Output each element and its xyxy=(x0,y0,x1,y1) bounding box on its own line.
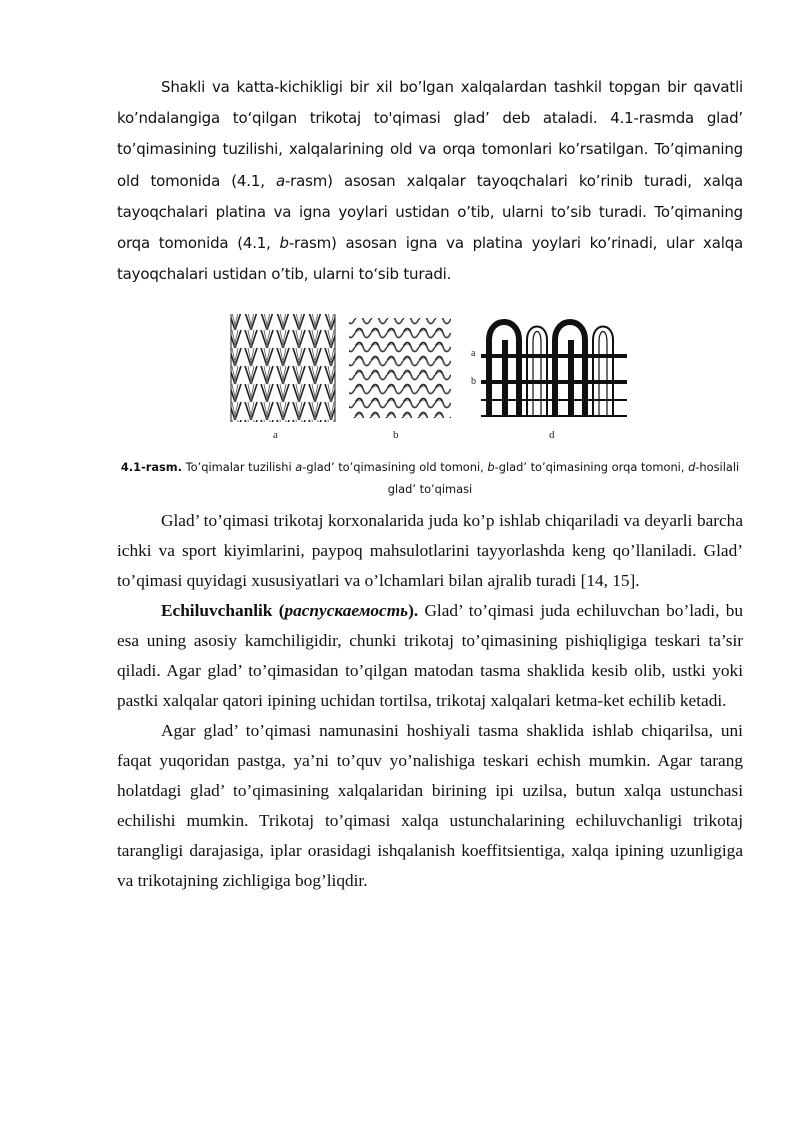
term-russian: распускаемость xyxy=(284,601,409,621)
face-side-structure xyxy=(231,314,335,422)
paragraph-unravelling-direction: Agar glad’ to’qimasi namunasini hoshiyali tasma shaklida ishlab chiqarilsa, uni faqat yuqoridan pastga, ya’ni to’quv yo’nalishiga teskari echish mumkin. Agar tarang holatdagi glad’ to’qimasining xalqalaridan birining ipi uzilsa, butun xalqa ustunchasi echilishi mumkin. Trikotaj to’qimasi xalqa ustunchalarining echiluvchanligi trikotaj tarangligi darajasiga, iplar orasidagi ishqalanish koeffitsientiga, xalqa ipining uzunligiga va trikotajning zichligiga bog’liqdir. xyxy=(117,721,743,891)
paragraph-unravelling: Echiluvchanlik (распускаемость). Glad’ to’qimasi juda echiluvchan bo’ladi, bu esa uning asosiy kamchiligidir, chunki trikotaj to’qimasining pishiqligiga teskari ta’sir qiladi. Agar glad’ to’qimasidan to’qilgan matodan tasma shaklida kesib olib, ustki yoki pastki xalqalar qatori ipining uchidan tortilsa, trikotaj xalqalari ketma-ket echilib ketadi. xyxy=(117,601,743,711)
term-echiluvchanlik: Echiluvchanlik xyxy=(161,601,273,621)
figure-label-b: b xyxy=(393,429,399,442)
paragraph-intro: Shakli va katta-kichikligi bir xil bo’lgan xalqalardan tashkil topgan bir qavatli ko’ndalangiga to‘qilgan trikotaj to'qimasi glad’ deb ataladi. 4.1-rasmda glad’ to’qimasining tuzilishi, xalqalarining old va orqa tomonlari ko’rsatilgan. To’qimaning old tomonida (4.1, a-rasm) asosan xalqalar tayoqchalari ko’rinib turadi, xalqa tayoqchalari platina va igna yoylari ustidan o’tib, ularni to’sib turadi. To’qimaning orqa tomonida (4.1, b-rasm) asosan igna va platina yoylari ko’rinadi, ular xalqa tayoqchalari ustidan o’tib, ularni to‘sib turadi. xyxy=(117,78,744,284)
back-side-structure xyxy=(349,318,451,418)
document-page xyxy=(117,72,743,896)
derived-structure xyxy=(481,322,627,416)
knit-structure-figure xyxy=(117,312,743,444)
row-label-a: a xyxy=(471,348,476,360)
figure-caption: 4.1-rasm. To’qimalar tuzilishi a-glad’ to’qimasining old tomoni, b-glad’ to’qimasining orqa tomoni, d-hosilali glad’ to’qimasi xyxy=(120,460,740,497)
figure-label-d: d xyxy=(549,429,555,442)
knit-structure-illustration xyxy=(227,312,627,444)
paragraph-usage: Glad’ to’qimasi trikotaj korxonalarida juda ko’p ishlab chiqariladi va deyarli barcha ichki va sport kiyimlarini, paypoq mahsulotlarini tayyorlashda keng qo’llaniladi. Glad’ to’qimasi quyidagi xususiyatlari va o’lchamlari bilan ajralib turadi [14, 15]. xyxy=(117,511,743,591)
figure-label-a: a xyxy=(273,429,278,442)
row-label-b: b xyxy=(471,376,476,388)
